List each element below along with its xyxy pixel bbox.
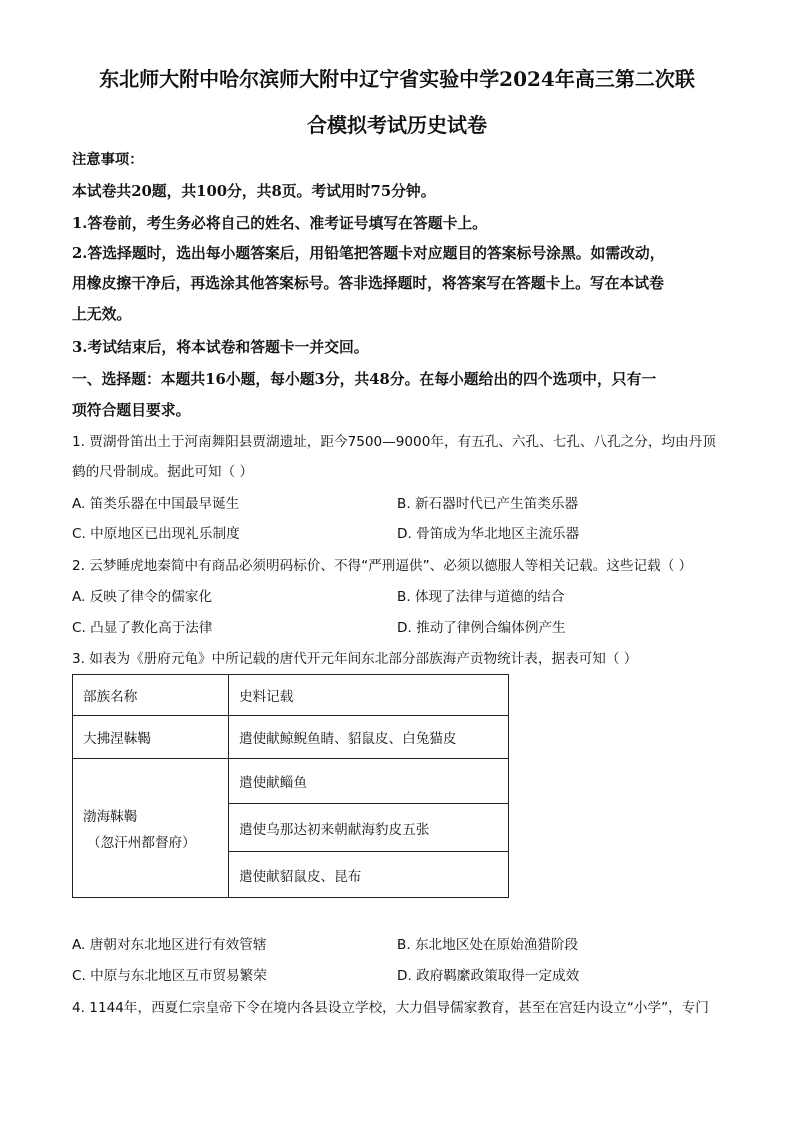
q3-option-b: B. 东北地区处在原始渔猎阶段 [397, 937, 579, 953]
exam-title-line2: 合模拟考试历史试卷 [307, 113, 487, 137]
notes-line1: 本试卷共20题，共100分，共8页。考试用时75分钟。 [72, 183, 436, 200]
exam-title-line1: 东北师大附中哈尔滨师大附中辽宁省实验中学2024年高三第二次联 [99, 67, 695, 91]
tribute-table [72, 674, 509, 898]
notes-heading: 注意事项： [72, 152, 144, 168]
table-cell-tribe-merged [73, 759, 229, 898]
table-header-record: 史料记载 [229, 675, 509, 716]
table-row [73, 759, 509, 804]
section1-instructions-line1: 一、选择题：本题共16小题，每小题3分，共48分。在每小题给出的四个选项中，只有一 [72, 371, 657, 388]
q2-option-d: D. 推动了律例合编体例产生 [397, 620, 566, 636]
tribe-subtitle: （忽汗州都督府） [87, 835, 196, 851]
table-cell-record: 遣使献貂鼠皮、昆布 [229, 852, 509, 898]
table-cell-record: 遣使乌那达初来朝献海豹皮五张 [229, 804, 509, 852]
notes-item2-line-b: 用橡皮擦干净后，再选涂其他答案标号。答非选择题时，将答案写在答题卡上。写在本试卷 [72, 275, 664, 292]
q1-option-c: C. 中原地区已出现礼乐制度 [72, 526, 240, 542]
table-cell-tribe: 大拂涅靺鞨 [73, 716, 229, 759]
table-header-tribe: 部族名称 [73, 675, 229, 716]
notes-item2-line-a: 2.答选择题时，选出每小题答案后，用铅笔把答题卡对应题目的答案标号涂黑。如需改动， [72, 245, 665, 262]
notes-item3: 3.考试结束后，将本试卷和答题卡一并交回。 [72, 339, 369, 356]
table-cell-record: 遣使献鲸鲵鱼睛、貂鼠皮、白兔猫皮 [229, 716, 509, 759]
section1-instructions-line2: 项符合题目要求。 [72, 402, 191, 419]
table-cell-record: 遣使献鲻鱼 [229, 759, 509, 804]
q2-option-c: C. 凸显了教化高于法律 [72, 620, 213, 636]
q3-option-c: C. 中原与东北地区互市贸易繁荣 [72, 968, 267, 984]
q1-option-b: B. 新石器时代已产生笛类乐器 [397, 496, 579, 512]
table-header-row [73, 675, 509, 716]
q3-option-d: D. 政府羁縻政策取得一定成效 [397, 968, 580, 984]
q2-option-a: A. 反映了律令的儒家化 [72, 589, 213, 605]
notes-item1: 1.答卷前，考生务必将自己的姓名、准考证号填写在答题卡上。 [72, 215, 487, 232]
q2-option-b: B. 体现了法律与道德的结合 [397, 589, 565, 605]
q1-option-a: A. 笛类乐器在中国最早诞生 [72, 496, 240, 512]
q1-stem-line-a: 1. 贾湖骨笛出土于河南舞阳县贾湖遗址，距今7500—9000年，有五孔、六孔、七孔、八孔之分，均由丹顶 [72, 434, 716, 450]
q1-stem-line-b: 鹤的尺骨制成。据此可知（ ） [72, 464, 254, 480]
q2-stem: 2. 云梦睡虎地秦简中有商品必须明码标价、不得“严刑逼供”、必须以德服人等相关记载。这些记载（ ） [72, 558, 693, 574]
q1-option-d: D. 骨笛成为华北地区主流乐器 [397, 526, 580, 542]
table-row [73, 716, 509, 759]
q3-option-a: A. 唐朝对东北地区进行有效管辖 [72, 937, 267, 953]
tribe-name: 渤海靺鞨 [83, 809, 138, 825]
notes-item2-line-c: 上无效。 [72, 306, 132, 323]
q3-stem: 3. 如表为《册府元龟》中所记载的唐代开元年间东北部分部族海产贡物统计表，据表可知（ ） [72, 651, 638, 667]
q4-stem: 4. 1144年，西夏仁宗皇帝下令在境内各县设立学校，大力倡导儒家教育，甚至在宫廷内设立“小学”，专门 [72, 1000, 709, 1016]
